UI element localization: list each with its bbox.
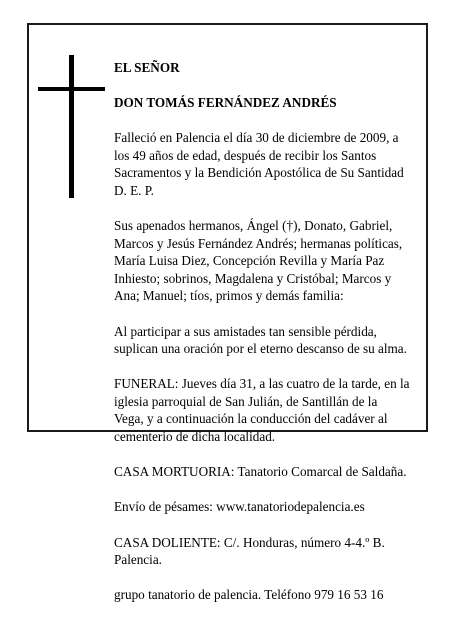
obituary-text [114, 41, 426, 622]
deceased-name: DON TOMÁS FERNÁNDEZ ANDRÉS [114, 94, 337, 110]
cross-icon [69, 55, 74, 198]
condolences-link: Envío de pésames: www.tanatoriodepalencia.es [114, 499, 365, 515]
obituary-notice [27, 23, 428, 603]
family-list: Sus apenados hermanos, Ángel (†), Donato, Gabriel, Marcos y Jesús Fernández Andrés; hermanas políticas, María Luisa Diez, Concepción Revilla y María Paz Inhiesto; sobrinos, Magdalena y Cristóbal; Marcos y Ana; Manuel; tíos, primos y demás familia: [114, 217, 403, 304]
family-home-address: CASA DOLIENTE: C/. Honduras, número 4-4.º B. Palencia. [114, 534, 385, 568]
cross-icon-arm [38, 87, 105, 91]
mortuary-info: CASA MORTUORIA: Tanatorio Comarcal de Saldaña. [114, 464, 407, 480]
funeral-details: FUNERAL: Jueves día 31, a las cuatro de la tarde, en la iglesia parroquial de San Julián, de Santillán de la Vega, y a continuación la conducción del cadáver al cementerio de dicha localidad. [114, 376, 410, 445]
obituary-heading: EL SEÑOR [114, 59, 180, 75]
prayer-request: Al participar a sus amistades tan sensible pérdida, suplican una oración por el eterno descanso de su alma. [114, 323, 407, 357]
funeral-home-contact: grupo tanatorio de palencia. Teléfono 979 16 53 16 [114, 587, 384, 603]
death-announcement: Falleció en Palencia el día 30 de diciembre de 2009, a los 49 años de edad, después de recibir los Santos Sacramentos y la Bendición Apostólica de Su Santidad D. E. P. [114, 129, 404, 198]
